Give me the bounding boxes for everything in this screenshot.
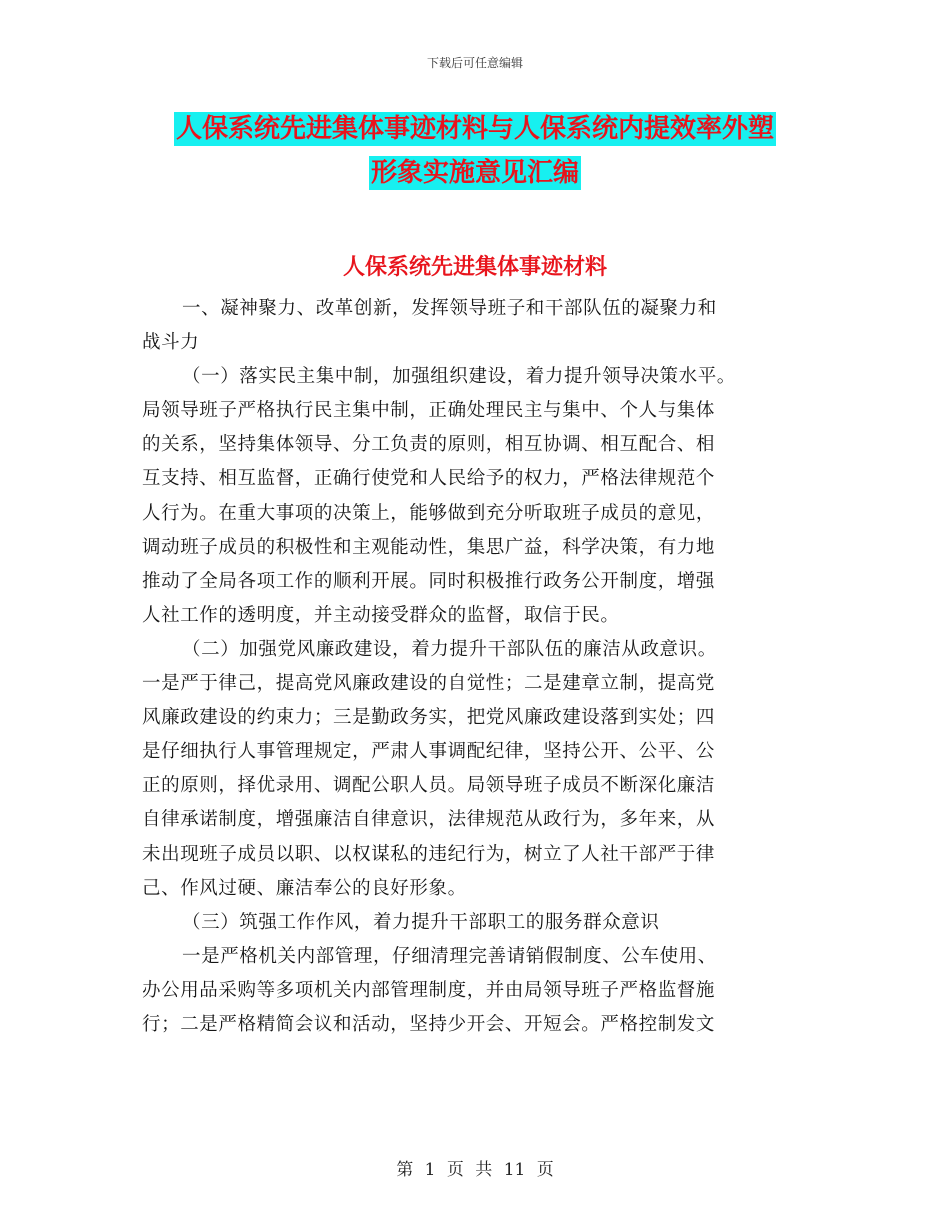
body-line: 推动了全局各项工作的顺利开展。同时积极推行政务公开制度，增强	[142, 570, 716, 592]
header-note: 下载后可任意编辑	[426, 56, 523, 70]
body-line: （一）落实民主集中制，加强组织建设，着力提升领导决策水平。	[182, 366, 736, 388]
section-title: 人保系统先进集体事迹材料	[342, 255, 607, 280]
main-title-text-2: 形象实施意见汇编	[370, 158, 579, 188]
body-line: 己、作风过硬、廉洁奉公的良好形象。	[142, 877, 467, 899]
body-line: 行；二是严格精简会议和活动，坚持少开会、开短会。严格控制发文	[142, 1013, 716, 1035]
body-line: 自律承诺制度，增强廉洁自律意识，法律规范从政行为，多年来，从	[142, 809, 716, 831]
body-line: 调动班子成员的积极性和主观能动性，集思广益，科学决策，有力地	[142, 536, 716, 558]
body-line: 的关系，坚持集体领导、分工负责的原则，相互协调、相互配合、相	[142, 434, 716, 456]
body-line: 是仔细执行人事管理规定，严肃人事调配纪律，坚持公开、公平、公	[142, 741, 716, 763]
main-title-line-2	[140, 158, 810, 188]
body-line: 办公用品采购等多项机关内部管理制度，并由局领导班子严格监督施	[142, 979, 716, 1001]
body-line: （三）筑强工作作风，着力提升干部职工的服务群众意识	[182, 911, 660, 933]
body-line: 风廉政建设的约束力；三是勤政务实，把党风廉政建设落到实处；四	[142, 707, 716, 729]
body-text	[142, 292, 802, 1042]
body-line: 人社工作的透明度，并主动接受群众的监督，取信于民。	[142, 604, 620, 626]
body-line: 一、凝神聚力、改革创新，发挥领导班子和干部队伍的凝聚力和	[182, 298, 717, 319]
body-line: 未出现班子成员以职、以权谋私的违纪行为，树立了人社干部严于律	[142, 843, 716, 865]
body-line: 一是严于律己，提高党风廉政建设的自觉性；二是建章立制，提高党	[142, 673, 716, 695]
body-line: 一是严格机关内部管理，仔细清理完善请销假制度、公车使用、	[182, 945, 717, 967]
body-line: 人行为。在重大事项的决策上，能够做到充分听取班子成员的意见，	[142, 502, 716, 524]
body-line: 局领导班子严格执行民主集中制，正确处理民主与集中、个人与集体	[142, 400, 716, 422]
body-line: 战斗力	[142, 332, 200, 354]
main-title-line-1	[140, 114, 810, 144]
body-line: （二）加强党风廉政建设，着力提升干部队伍的廉洁从政意识。	[182, 638, 717, 660]
body-line: 正的原则，择优录用、调配公职人员。局领导班子成员不断深化廉洁	[142, 775, 716, 797]
main-title-text-1: 人保系统先进集体事迹材料与人保系统内提效率外塑	[175, 114, 774, 144]
body-line: 互支持、相互监督，正确行使党和人民给予的权力，严格法律规范个	[142, 468, 716, 490]
page-footer: 第 1 页 共 11 页	[396, 1160, 554, 1180]
